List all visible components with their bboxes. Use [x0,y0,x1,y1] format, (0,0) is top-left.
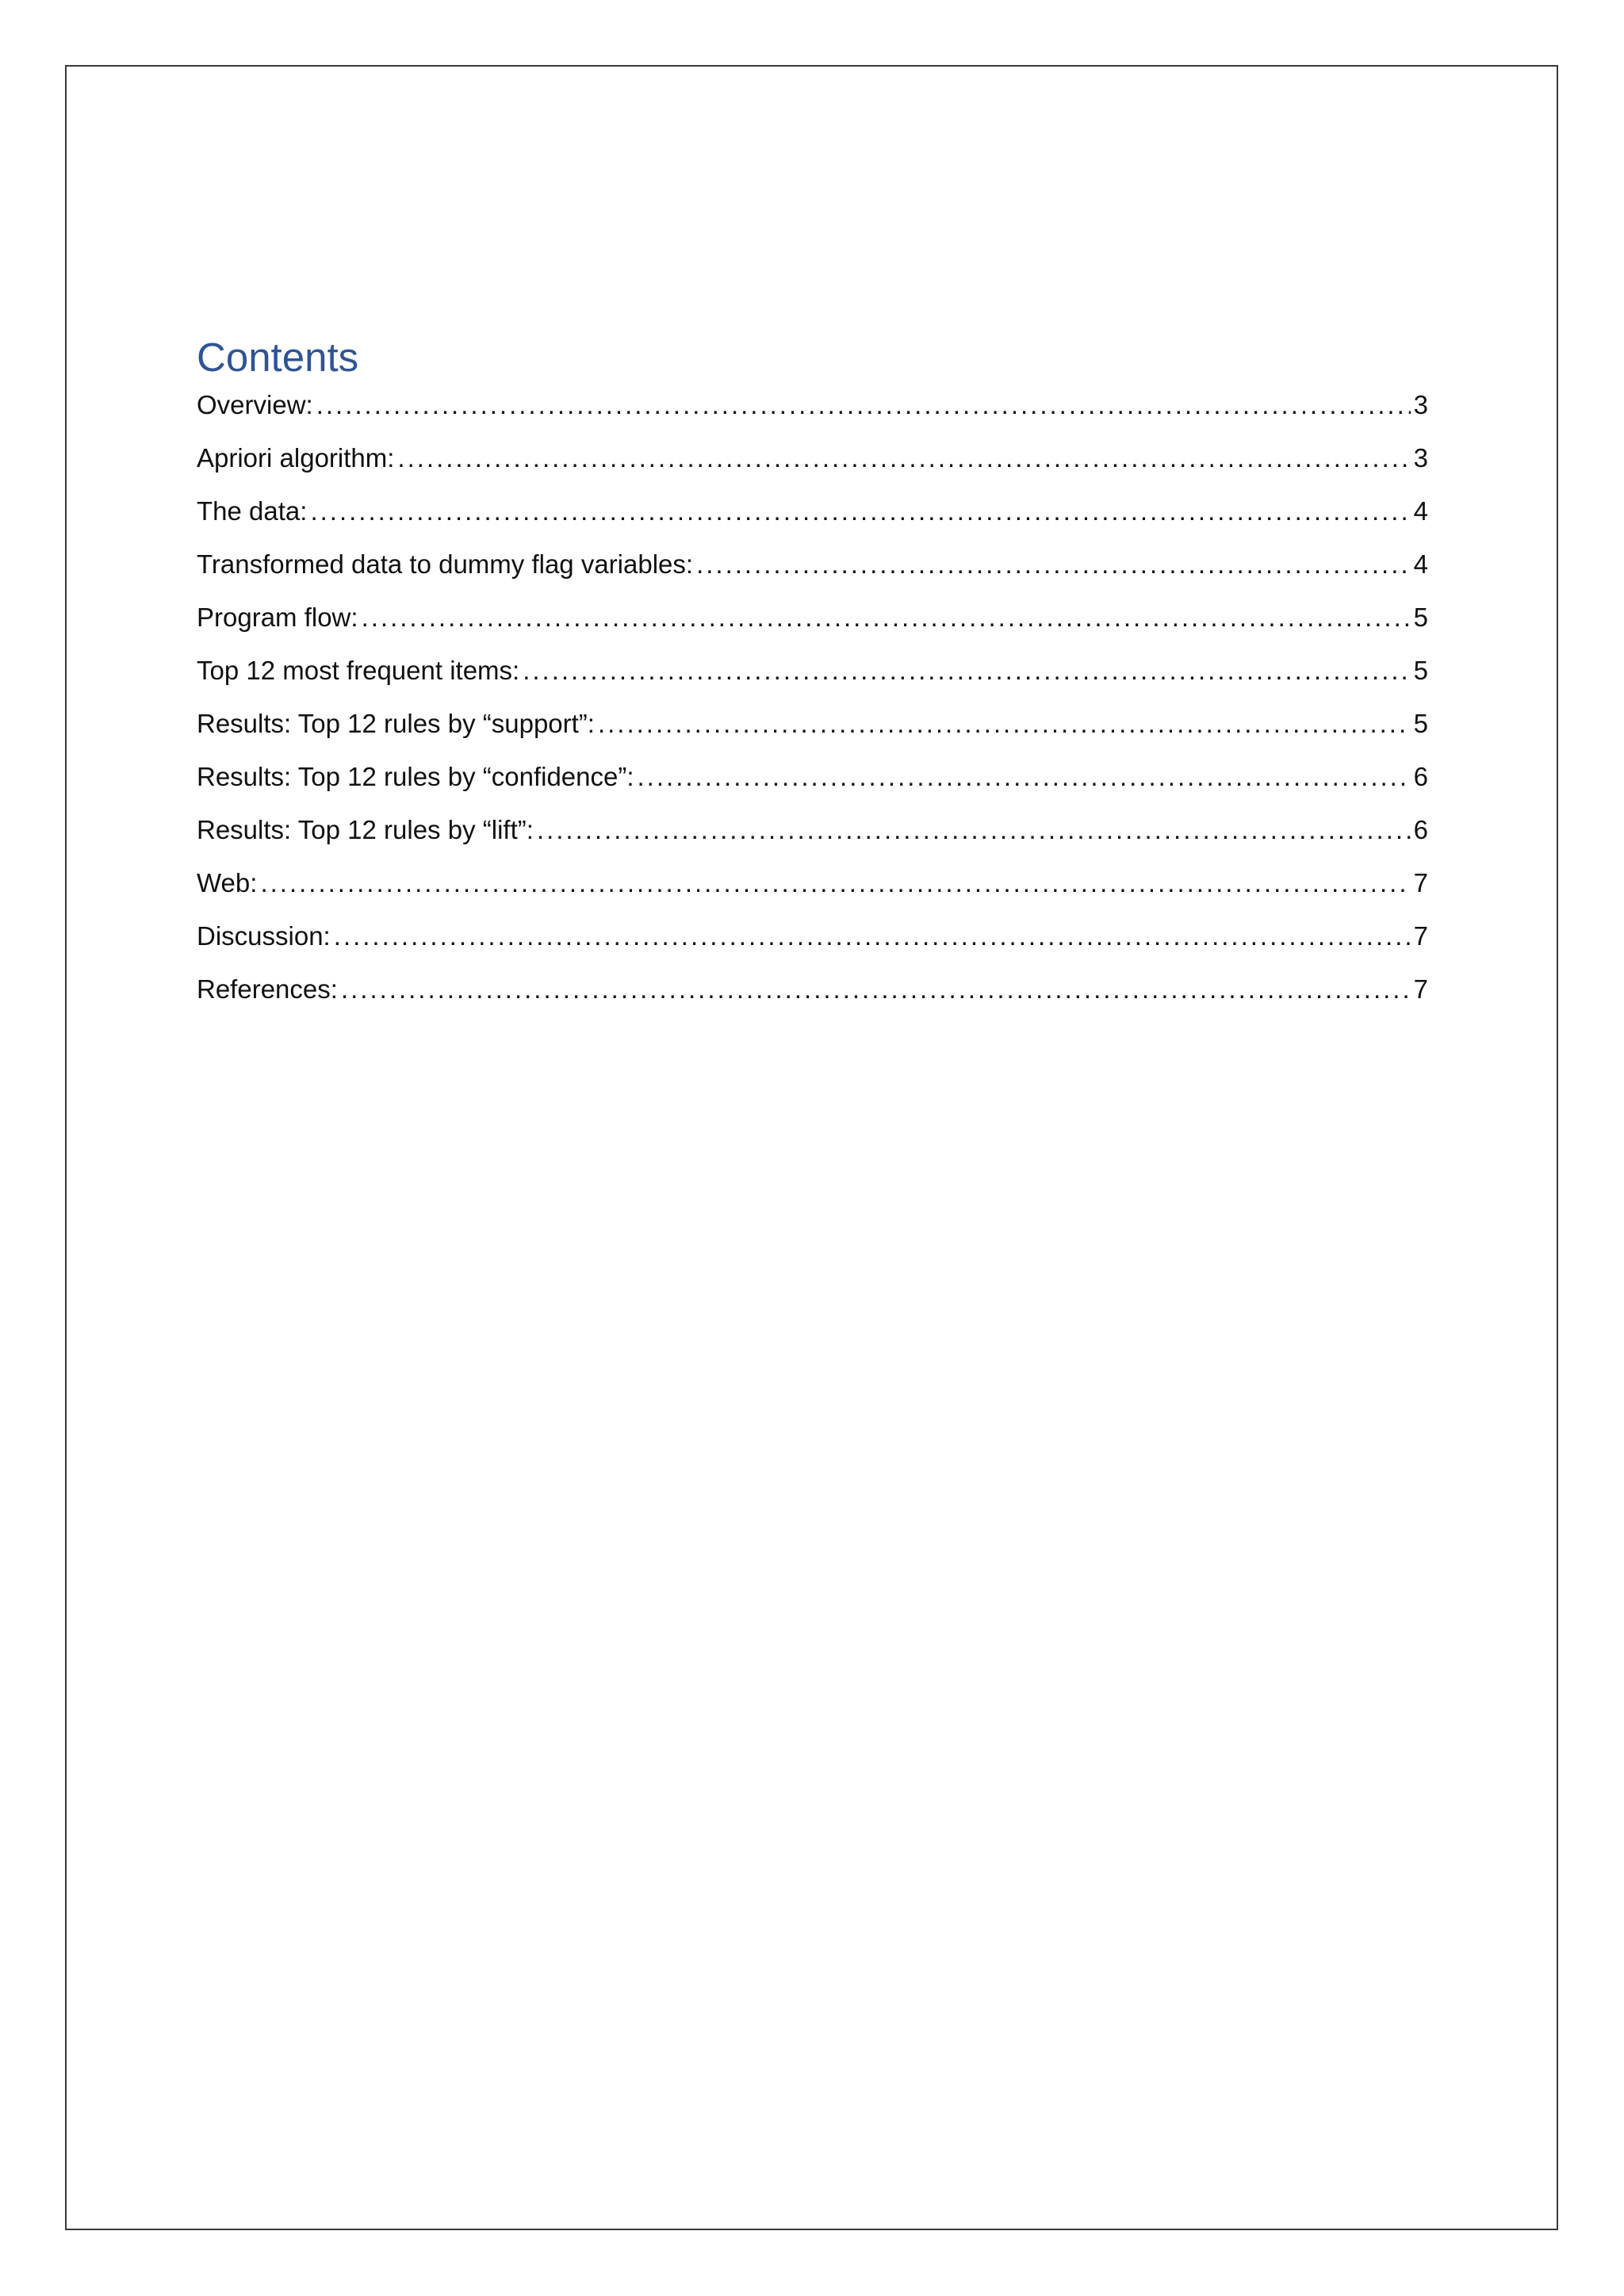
toc-entry-label: Transformed data to dummy flag variables: [197,549,694,579]
toc-leader-dots [341,974,1411,1004]
toc-entry-page: 4 [1413,496,1428,526]
toc-entry-results-support[interactable] [197,709,1428,762]
toc-entry-label: Discussion: [197,921,331,951]
toc-entry-page: 5 [1413,656,1428,685]
toc-title: Contents [197,335,359,380]
toc-leader-dots [334,921,1411,951]
toc-entry-label: Results: Top 12 rules by “confidence”: [197,762,634,791]
toc-entry-page: 7 [1413,921,1428,951]
toc-entry-label: Web: [197,868,258,897]
toc-entry-the-data[interactable] [197,496,1428,549]
toc-leader-dots [316,390,1411,420]
toc-entry-page: 6 [1413,815,1428,844]
toc-entry-label: The data: [197,496,308,526]
toc-entry-page: 6 [1413,762,1428,791]
toc-entry-label: Program flow: [197,603,358,632]
toc-entry-overview[interactable] [197,390,1428,443]
toc-entry-apriori-algorithm[interactable] [197,443,1428,496]
toc-entry-discussion[interactable] [197,921,1428,974]
toc-entry-program-flow[interactable] [197,603,1428,656]
toc-entry-page: 4 [1413,549,1428,579]
toc-entry-top-12-frequent-items[interactable] [197,656,1428,709]
toc-entry-page: 3 [1413,443,1428,473]
toc-entry-references[interactable] [197,974,1428,1027]
toc-leader-dots [397,443,1410,473]
toc-entry-results-confidence[interactable] [197,762,1428,815]
toc-leader-dots [537,815,1411,845]
toc-leader-dots [638,762,1411,792]
toc-leader-dots [523,656,1410,686]
toc-leader-dots [260,868,1410,898]
toc-entry-page: 5 [1413,603,1428,632]
toc-entry-label: References: [197,974,338,1004]
toc-leader-dots [598,709,1411,739]
toc-entry-page: 5 [1413,709,1428,738]
toc-leader-dots [310,496,1410,526]
toc-entry-label: Top 12 most frequent items: [197,656,520,685]
toc-leader-dots [362,603,1411,633]
toc-entry-label: Apriori algorithm: [197,443,395,473]
toc-entry-web[interactable] [197,868,1428,921]
toc-entry-label: Results: Top 12 rules by “lift”: [197,815,534,844]
toc-entry-label: Results: Top 12 rules by “support”: [197,709,595,738]
toc-entry-page: 3 [1413,390,1428,419]
toc-leader-dots [696,549,1411,580]
toc-entry-transformed-data[interactable] [197,549,1428,603]
toc-entry-label: Overview: [197,390,313,419]
table-of-contents [197,331,1428,1027]
toc-entry-page: 7 [1413,974,1428,1004]
toc-entry-page: 7 [1413,868,1428,897]
toc-entry-results-lift[interactable] [197,815,1428,868]
toc-list [197,390,1428,1027]
